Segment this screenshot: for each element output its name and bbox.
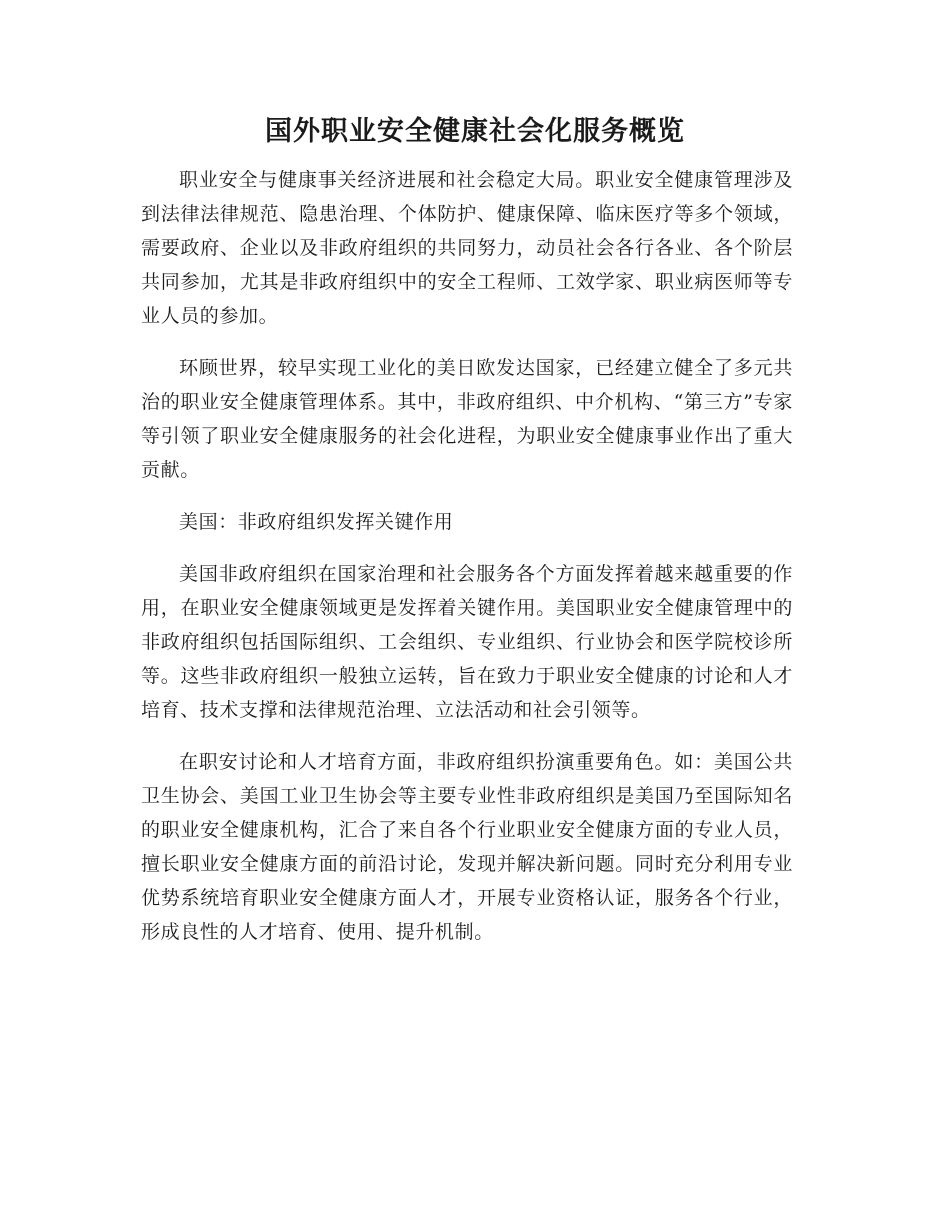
paragraph-overview: 环顾世界，较早实现工业化的美日欧发达国家，已经建立健全了多元共治的职业安全健康管理体系。其中，非政府组织、中介机构、“第三方”专家等引领了职业安全健康服务的社会化进程，为职业安全健康事业作出了重大贡献。 <box>141 357 793 481</box>
paragraph-intro: 职业安全与健康事关经济进展和社会稳定大局。职业安全健康管理涉及到法律法律规范、隐患治理、个体防护、健康保障、临床医疗等多个领域，需要政府、企业以及非政府组织的共同努力，动员社会各行各业、各个阶层共同参加，尤其是非政府组织中的安全工程师、工效学家、职业病医师等专业人员的参加。 <box>141 169 793 327</box>
section-heading-usa: 美国：非政府组织发挥关键作用 <box>179 511 454 533</box>
paragraph-research-training: 在职安讨论和人才培育方面，非政府组织扮演重要角色。如：美国公共卫生协会、美国工业卫生协会等主要专业性非政府组织是美国乃至国际知名的职业安全健康机构，汇合了来自各个行业职业安全健康方面的专业人员，擅长职业安全健康方面的前沿讨论，发现并解决新问题。同时充分利用专业优势系统培育职业安全健康方面人才，开展专业资格认证，服务各个行业，形成良性的人才培育、使用、提升机制。 <box>141 751 793 943</box>
document-title: 国外职业安全健康社会化服务概览 <box>265 116 685 147</box>
paragraph-usa-ngo: 美国非政府组织在国家治理和社会服务各个方面发挥着越来越重要的作用，在职业安全健康领域更是发挥着关键作用。美国职业安全健康管理中的非政府组织包括国际组织、工会组织、专业组织、行业协会和医学院校诊所等。这些非政府组织一般独立运转，旨在致力于职业安全健康的讨论和人才培育、技术支撑和法律规范治理、立法活动和社会引领等。 <box>141 563 793 721</box>
document-body <box>141 163 793 967</box>
